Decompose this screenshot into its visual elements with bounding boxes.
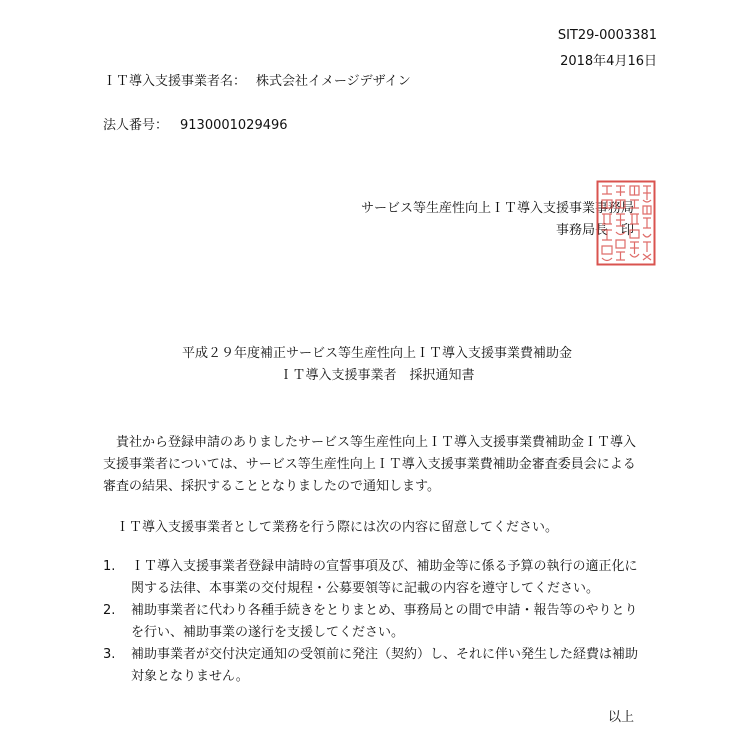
list-item-text: 補助事業者に代わり各種手続きをとりまとめ、事務局との間で申請・報告等のやりとりを行い、補助事業の遂行を支援してください。 [131, 603, 638, 640]
corp-number-value: 9130001029496 [180, 118, 288, 133]
list-item-text: 補助事業者が交付決定通知の受領前に発注（契約）し、それに伴い発生した経費は補助対象となりません。 [131, 647, 639, 684]
notice-title-line1: 平成２９年度補正サービス等生産性向上ＩＴ導入支援事業費補助金 [181, 346, 572, 361]
official-seal-stamp [596, 180, 656, 266]
corp-number-label: 法人番号： [103, 118, 169, 133]
list-item [103, 600, 648, 644]
body-paragraph: 貴社から登録申請のありましたサービス等生産性向上ＩＴ導入支援事業費補助金ＩＴ導入支援事業者については、サービス等生産性向上ＩＴ導入支援事業費補助金審査委員会による審査の結果、採択することとなりましたので通知します。 [103, 435, 637, 494]
list-item-number: 1. [103, 559, 116, 574]
list-item-number: 2. [103, 603, 116, 618]
list-item [103, 644, 648, 688]
recipient-company [103, 70, 411, 89]
recipient-corp-number [103, 114, 288, 133]
company-name: 株式会社イメージデザイン [256, 74, 411, 89]
issuer-title: 事務局長 印 [555, 223, 634, 238]
list-item [103, 556, 648, 600]
body-note: ＩＴ導入支援事業者として業務を行う際には次の内容に留意してください。 [103, 520, 559, 535]
closing-mark: 以上 [607, 710, 634, 725]
company-label: ＩＴ導入支援事業者名： [103, 74, 247, 89]
list-item-text: ＩＴ導入支援事業者登録申請時の宣誓事項及び、補助金等に係る予算の執行の適正化に関する法律、本事業の交付規程・公募要領等に記載の内容を遵守してください。 [131, 559, 638, 596]
list-item-number: 3. [103, 647, 116, 662]
notice-title-line2: ＩＴ導入支援事業者 採択通知書 [279, 368, 475, 383]
issuer-organization: サービス等生産性向上ＩＴ導入支援事業事務局 [360, 201, 634, 216]
document-number: SIT29-0003381 [557, 28, 657, 43]
document-date: 2018年4月16日 [560, 54, 657, 69]
